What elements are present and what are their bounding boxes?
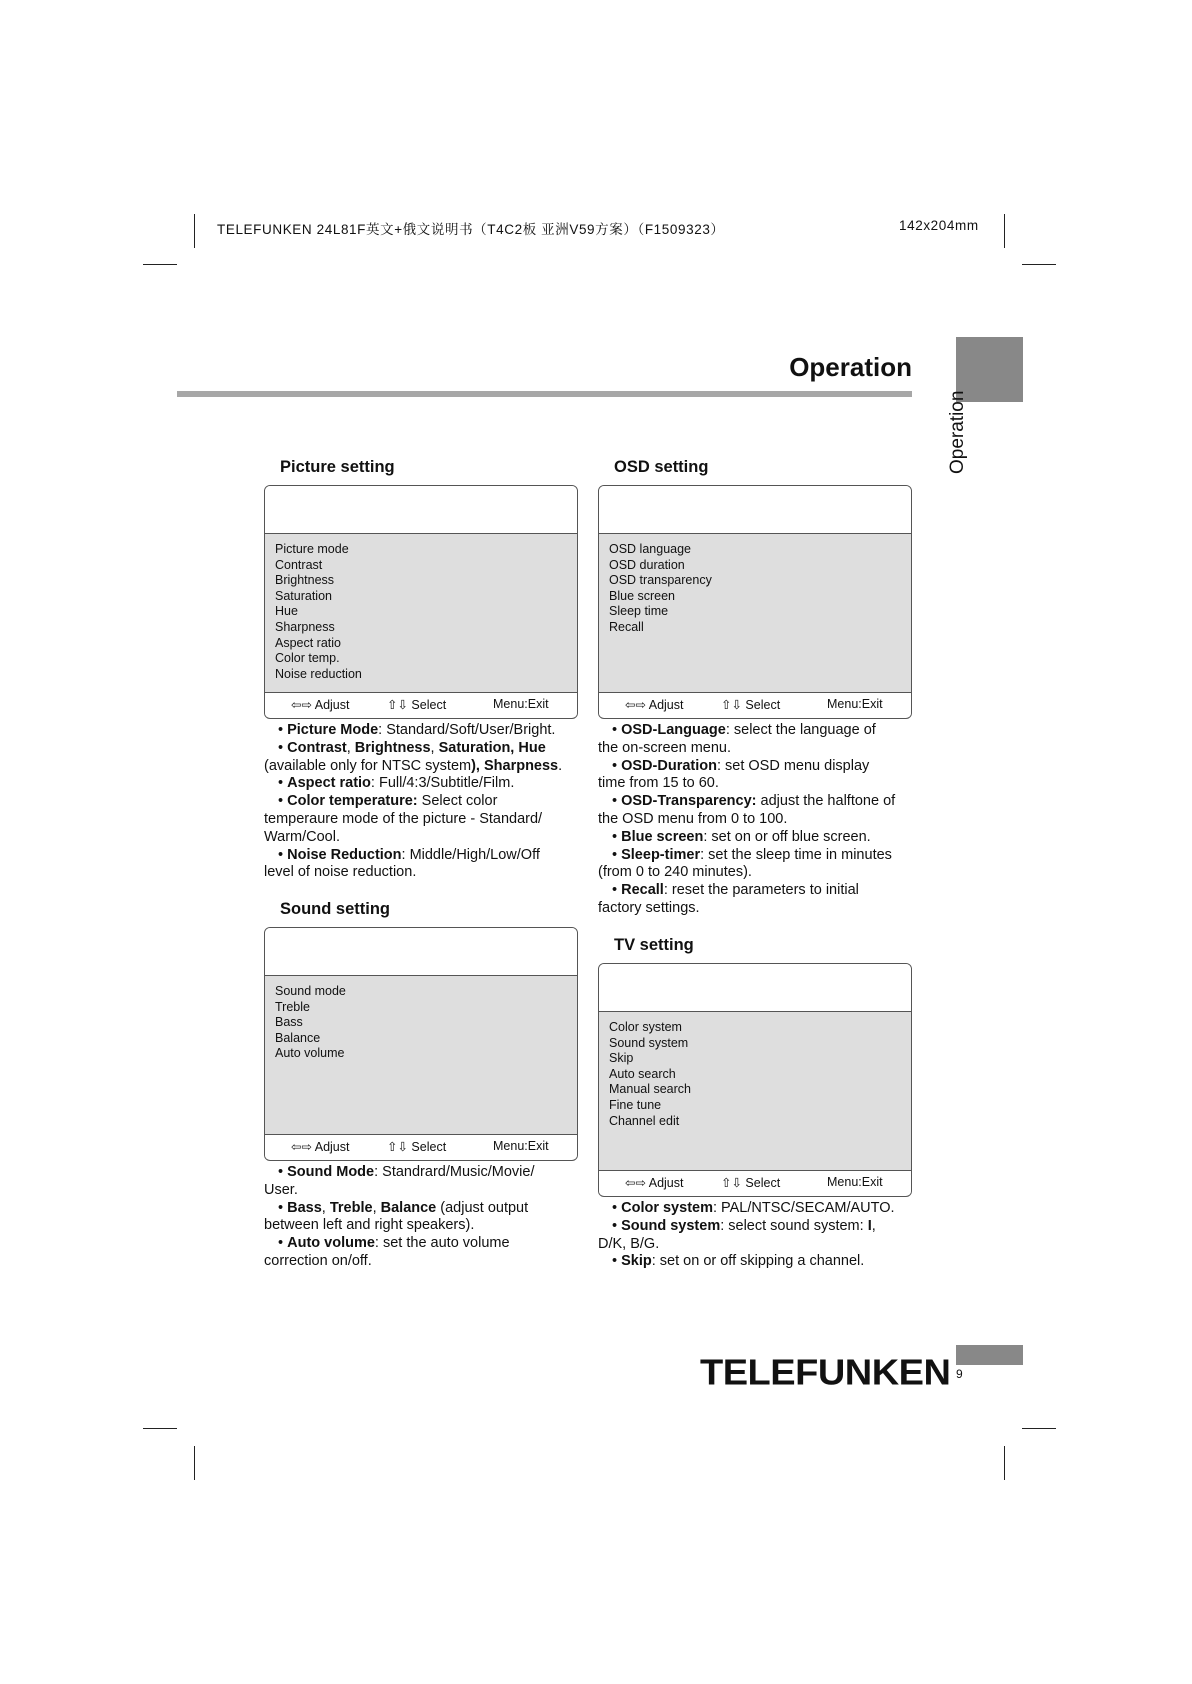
menu-item: Sound mode xyxy=(275,984,346,998)
menu-item: Aspect ratio xyxy=(275,635,342,650)
menu-item: Balance xyxy=(275,1030,321,1045)
menu-item: Sleep time xyxy=(609,604,669,619)
menu-item: Auto volume xyxy=(275,1046,345,1061)
page-title: Operation xyxy=(789,352,912,382)
select-hint: ⇧⇩ Select xyxy=(387,1140,447,1154)
sound-description: • Sound Mode: Standrard/Music/Movie/ User. • Bass, Treble, Balance (adjust output between left and right speakers). • Auto volume: set the auto volume correction on/off. xyxy=(264,1164,535,1269)
tv-menu xyxy=(598,963,912,1197)
crop-mark xyxy=(143,264,177,265)
osd-description: • OSD-Language: select the language of the on-screen menu. • OSD-Duration: set OSD menu display time from 15 to 60. • OSD-Transparency: adjust the halftone of the OSD menu from 0 to 100. • Blue screen: set on or off blue screen. • Sleep-timer: set the sleep time in minutes (from 0 to 240 minutes). • Recall: reset the parameters to initial factory settings. xyxy=(598,722,896,916)
crop-mark xyxy=(194,1446,195,1480)
exit-hint: Menu:Exit xyxy=(493,697,549,711)
picture-menu xyxy=(264,485,578,719)
menu-footer xyxy=(265,692,577,717)
crop-mark xyxy=(1022,264,1056,265)
sound-menu xyxy=(264,927,578,1161)
menu-item: Brightness xyxy=(275,573,335,588)
adjust-hint: ⇦⇨ Adjust xyxy=(625,698,684,712)
menu-item: Channel edit xyxy=(609,1113,680,1128)
menu-header xyxy=(265,486,577,534)
menu-item: OSD language xyxy=(609,542,692,556)
menu-item: Saturation xyxy=(275,588,332,603)
crop-mark xyxy=(1004,214,1005,248)
menu-item: Hue xyxy=(275,604,298,619)
osd-menu xyxy=(598,485,912,719)
menu-item: Blue screen xyxy=(609,588,676,603)
crop-mark xyxy=(194,214,195,248)
menu-item: Fine tune xyxy=(609,1097,662,1112)
menu-item: Sharpness xyxy=(275,619,335,634)
page-number-block xyxy=(956,1345,1023,1365)
menu-item: Color temp. xyxy=(275,651,340,666)
page-number: 9 xyxy=(956,1367,963,1381)
menu-footer xyxy=(599,692,911,717)
menu-item: Contrast xyxy=(275,557,323,572)
section-title-sound: Sound setting xyxy=(280,900,390,918)
menu-footer xyxy=(265,1134,577,1159)
crop-mark xyxy=(1022,1428,1056,1429)
picture-description: • Picture Mode: Standard/Soft/User/Bright. • Contrast, Brightness, Saturation, Hue (available only for NTSC system), Sharpness. • Aspect ratio: Full/4:3/Subtitle/Film. • Color temperature: Select color temperaure mode of the picture - Standard/ Warm/Cool. • Noise Reduction: Middle/High/Low/Off level of noise reduction. xyxy=(264,722,563,881)
menu-header xyxy=(599,486,911,534)
crop-mark xyxy=(143,1428,177,1429)
menu-item: Treble xyxy=(275,999,310,1014)
menu-item: Noise reduction xyxy=(275,666,362,681)
exit-hint: Menu:Exit xyxy=(827,697,883,711)
tv-description: • Color system: PAL/NTSC/SECAM/AUTO. • Sound system: select sound system: I, D/K, B/G. • Skip: set on or off skipping a channel. xyxy=(598,1200,895,1270)
crop-mark xyxy=(1004,1446,1005,1480)
menu-body xyxy=(599,1012,911,1170)
menu-item: Recall xyxy=(609,619,644,634)
exit-hint: Menu:Exit xyxy=(493,1139,549,1153)
menu-item: Picture mode xyxy=(275,542,349,556)
menu-item: Color system xyxy=(609,1020,682,1034)
adjust-hint: ⇦⇨ Adjust xyxy=(291,698,350,712)
exit-hint: Menu:Exit xyxy=(827,1175,883,1189)
menu-item: OSD transparency xyxy=(609,573,712,588)
menu-body xyxy=(265,976,577,1134)
section-title-picture: Picture setting xyxy=(280,458,395,476)
adjust-hint: ⇦⇨ Adjust xyxy=(291,1140,350,1154)
section-title-osd: OSD setting xyxy=(614,458,709,476)
menu-item: Bass xyxy=(275,1015,303,1030)
select-hint: ⇧⇩ Select xyxy=(721,698,781,712)
select-hint: ⇧⇩ Select xyxy=(387,698,447,712)
menu-item: Manual search xyxy=(609,1082,691,1097)
menu-header xyxy=(265,928,577,976)
title-rule xyxy=(177,391,912,397)
menu-body xyxy=(265,534,577,692)
menu-body xyxy=(599,534,911,692)
menu-item: Auto search xyxy=(609,1066,676,1081)
page-size: 142x204mm xyxy=(899,218,979,233)
menu-footer xyxy=(599,1170,911,1195)
document-header: TELEFUNKEN 24L81F英文+俄文说明书（T4C2板 亚洲V59方案）（F1509323） xyxy=(217,222,725,237)
menu-item: Skip xyxy=(609,1051,634,1066)
menu-item: OSD duration xyxy=(609,557,685,572)
select-hint: ⇧⇩ Select xyxy=(721,1176,781,1190)
brand-logo: TELEFUNKEN xyxy=(700,1353,951,1393)
adjust-hint: ⇦⇨ Adjust xyxy=(625,1176,684,1190)
section-title-tv: TV setting xyxy=(614,936,694,954)
menu-item: Sound system xyxy=(609,1035,689,1050)
menu-header xyxy=(599,964,911,1012)
side-tab-label: Operation xyxy=(947,390,968,474)
